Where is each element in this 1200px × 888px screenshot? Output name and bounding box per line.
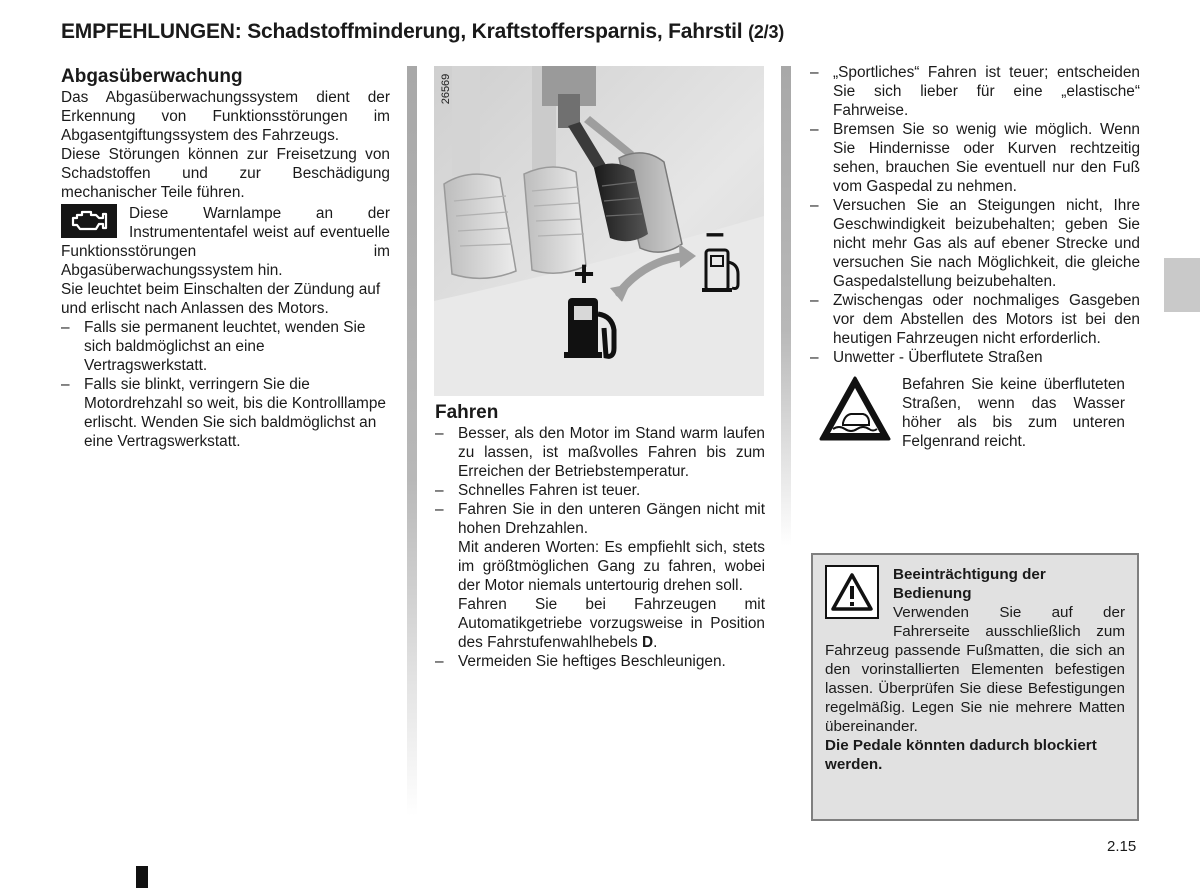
flood-warning-text: Befahren Sie keine überfluteten Straßen, wenn das Wasser höher als bis zum unteren Felgenrand reicht. xyxy=(902,376,1125,450)
tip-list-item: – Versuchen Sie an Steigungen nicht, Ihre Geschwindigkeit beizubehalten; geben Sie nicht mehr Gas als auf ebener Strecke und versuchen Sie nach Möglichkeit, die gleiche Gaspedalstellung beizubehalten. xyxy=(810,196,1140,291)
fahren-list-item: – Besser, als den Motor im Stand warm laufen zu lassen, ist maßvolles Fahren bis zum Erreichen der Betriebstemperatur. xyxy=(435,424,765,481)
page-title xyxy=(61,20,784,44)
warning-box-bold-text: Die Pedale könnten dadurch blockiert werden. xyxy=(825,737,1097,773)
middle-column xyxy=(435,402,765,671)
section-heading-fahren: Fahren xyxy=(435,402,499,423)
page-title-part: (2/3) xyxy=(748,22,785,42)
abgas-list-item: – Falls sie permanent leuchtet, wenden Sie sich baldmöglichst an eine Vertragswerkstatt. xyxy=(61,318,390,375)
flood-warning-block xyxy=(810,375,1140,451)
page-title-text: EMPFEHLUNGEN: Schadstoffminderung, Kraftstoffersparnis, Fahrstil xyxy=(61,20,743,43)
abgas-intro-1: Das Abgasüberwachungssystem dient der Erkennung von Funktionsstörungen im Abgasentgiftungssystem des Fahrzeugs. xyxy=(61,89,390,144)
chapter-tab-marker xyxy=(1164,258,1200,312)
svg-text:+: + xyxy=(573,253,595,294)
right-column xyxy=(810,63,1140,451)
column-separator-left xyxy=(407,66,417,816)
fahren-item-3-para-3: Fahren Sie bei Fahrzeugen mit Automatikgetriebe vorzugsweise in Position des Fahrstufenwahlhebels D. xyxy=(458,596,765,651)
tip-list-item: – Unwetter - Überflutete Straßen xyxy=(810,348,1140,367)
warning-lamp-block xyxy=(61,204,390,280)
warning-box-title: Beeinträchtigung der Bedienung xyxy=(893,566,1046,602)
engine-warning-icon xyxy=(61,204,117,238)
abgas-intro-2: Diese Störungen können zur Freisetzung von Schadstoffen und zur Beschädigung mechanischer Teile führen. xyxy=(61,146,390,201)
abgas-list-item: – Falls sie blinkt, verringern Sie die Motordrehzahl so weit, bis die Kontrolllampe erlischt. Wenden Sie sich baldmöglichst an eine Vertragswerkstatt. xyxy=(61,375,390,451)
column-separator-middle xyxy=(781,66,791,546)
pedal-illustration xyxy=(434,66,764,396)
fahren-item-3-text: – Fahren Sie in den unteren Gängen nicht mit hohen Drehzahlen. xyxy=(458,501,765,537)
fahren-item-3-para-2: Mit anderen Worten: Es empfiehlt sich, stets im größtmöglichen Gang zu fahren, wobei der Motor niemals untertourig drehen soll. xyxy=(458,539,765,594)
warning-triangle-icon xyxy=(825,565,879,619)
warning-lamp-text: Diese Warnlampe an der Instrumententafel weist auf eventuelle Funktionsstörungen im Abgasüberwachungssystem hin. xyxy=(61,205,390,279)
flooded-road-warning-icon xyxy=(810,375,902,451)
crop-mark xyxy=(136,866,148,888)
fahren-list-item xyxy=(435,500,765,652)
tip-list-item: – Zwischengas oder nochmaliges Gasgeben vor dem Abstellen des Motors ist bei den heutigen Fahrzeugen nicht erforderlich. xyxy=(810,291,1140,348)
fahren-list-item: – Schnelles Fahren ist teuer. xyxy=(435,481,765,500)
tip-list-item: – Bremsen Sie so wenig wie möglich. Wenn Sie Hindernisse oder Kurven rechtzeitig sehen, brauchen Sie eventuell nur den Fuß vom Gaspedal zu nehmen. xyxy=(810,120,1140,196)
section-heading-abgas: Abgasüberwachung xyxy=(61,66,243,87)
warning-box xyxy=(811,553,1139,821)
warning-box-text: Verwenden Sie auf der Fahrerseite ausschließlich zum Fahrzeug passende Fußmatten, die sich an den vorinstallierten Elementen befestigen lassen. Überprüfen Sie diese Befestigungen regelmäßig. Legen Sie nie mehrere Matten übereinander. xyxy=(825,604,1125,735)
warning-lamp-text-2: Sie leuchtet beim Einschalten der Zündung auf und erlischt nach Anlassen des Motors. xyxy=(61,281,381,317)
fahren-list-item: – Vermeiden Sie heftiges Beschleunigen. xyxy=(435,652,765,671)
left-column xyxy=(61,66,390,451)
svg-text:–: – xyxy=(705,214,725,252)
figure-reference-number: 26569 xyxy=(440,73,452,105)
page-number: 2.15 xyxy=(1107,838,1137,855)
tip-list-item: – „Sportliches“ Fahren ist teuer; entscheiden Sie sich lieber für eine „elastische“ Fahrweise. xyxy=(810,63,1140,120)
